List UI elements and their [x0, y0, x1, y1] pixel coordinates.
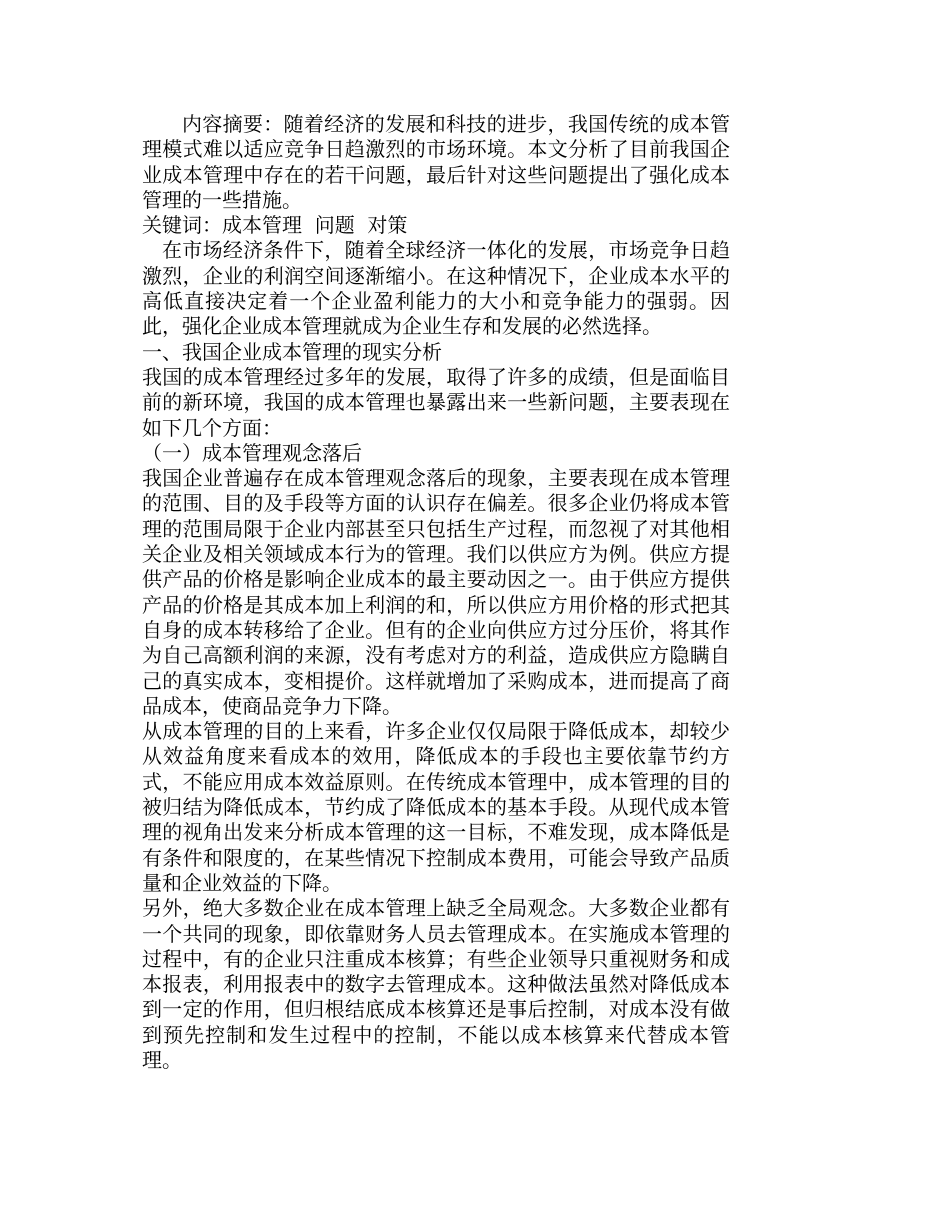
subsection-heading: （一）成本管理观念落后 [142, 440, 362, 465]
section-heading: 一、我国企业成本管理的现实分析 [142, 339, 442, 364]
body-paragraph: 从成本管理的目的上来看，许多企业仅仅局限于降低成本，却较少从效益角度来看成本的效用，降低成本的手段也主要依靠节约方式，不能应用成本效益原则。在传统成本管理中，成本管理的目的被归结为降低成本，节约成了降低成本的基本手段。从现代成本管理的视角出发来分析成本管理的这一目标，不难发现，成本降低是有条件和限度的，在某些情况下控制成本费用，可能会导致产品质量和企业效益的下降。 [142, 719, 730, 895]
document-page [142, 112, 730, 1073]
intro-paragraph: 在市场经济条件下，随着全球经济一体化的发展，市场竞争日趋激烈，企业的利润空间逐渐缩小。在这种情况下，企业成本水平的高低直接决定着一个企业盈利能力的大小和竞争能力的强弱。因此，强化企业成本管理就成为企业生存和发展的必然选择。 [142, 238, 730, 339]
section-intro-paragraph: 我国的成本管理经过多年的发展，取得了许多的成绩，但是面临目前的新环境，我国的成本管理也暴露出来一些新问题，主要表现在如下几个方面： [142, 364, 730, 440]
body-paragraph: 另外，绝大多数企业在成本管理上缺乏全局观念。大多数企业都有一个共同的现象，即依靠财务人员去管理成本。在实施成本管理的过程中，有的企业只注重成本核算；有些企业领导只重视财务和成本报表，利用报表中的数字去管理成本。这种做法虽然对降低成本到一定的作用，但归根结底成本核算还是事后控制，对成本没有做到预先控制和发生过程中的控制，不能以成本核算来代替成本管理。 [142, 896, 730, 1072]
keywords-line: 关键词：成本管理 问题 对策 [142, 213, 408, 238]
body-paragraph: 我国企业普遍存在成本管理观念落后的现象，主要表现在成本管理的范围、目的及手段等方面的认识存在偏差。很多企业仍将成本管理的范围局限于企业内部甚至只包括生产过程，而忽视了对其他相关企业及相关领域成本行为的管理。我们以供应方为例。供应方提供产品的价格是影响企业成本的最主要动因之一。由于供应方提供产品的价格是其成本加上利润的和，所以供应方用价格的形式把其自身的成本转移给了企业。但有的企业向供应方过分压价，将其作为自己高额利润的来源，没有考虑对方的利益，造成供应方隐瞒自己的真实成本，变相提价。这样就增加了采购成本，进而提高了商品成本，使商品竞争力下降。 [142, 466, 730, 718]
abstract-paragraph: 内容摘要：随着经济的发展和科技的进步，我国传统的成本管理模式难以适应竞争日趋激烈的市场环境。本文分析了目前我国企业成本管理中存在的若干问题，最后针对这些问题提出了强化成本管理的一些措施。 [142, 112, 730, 212]
